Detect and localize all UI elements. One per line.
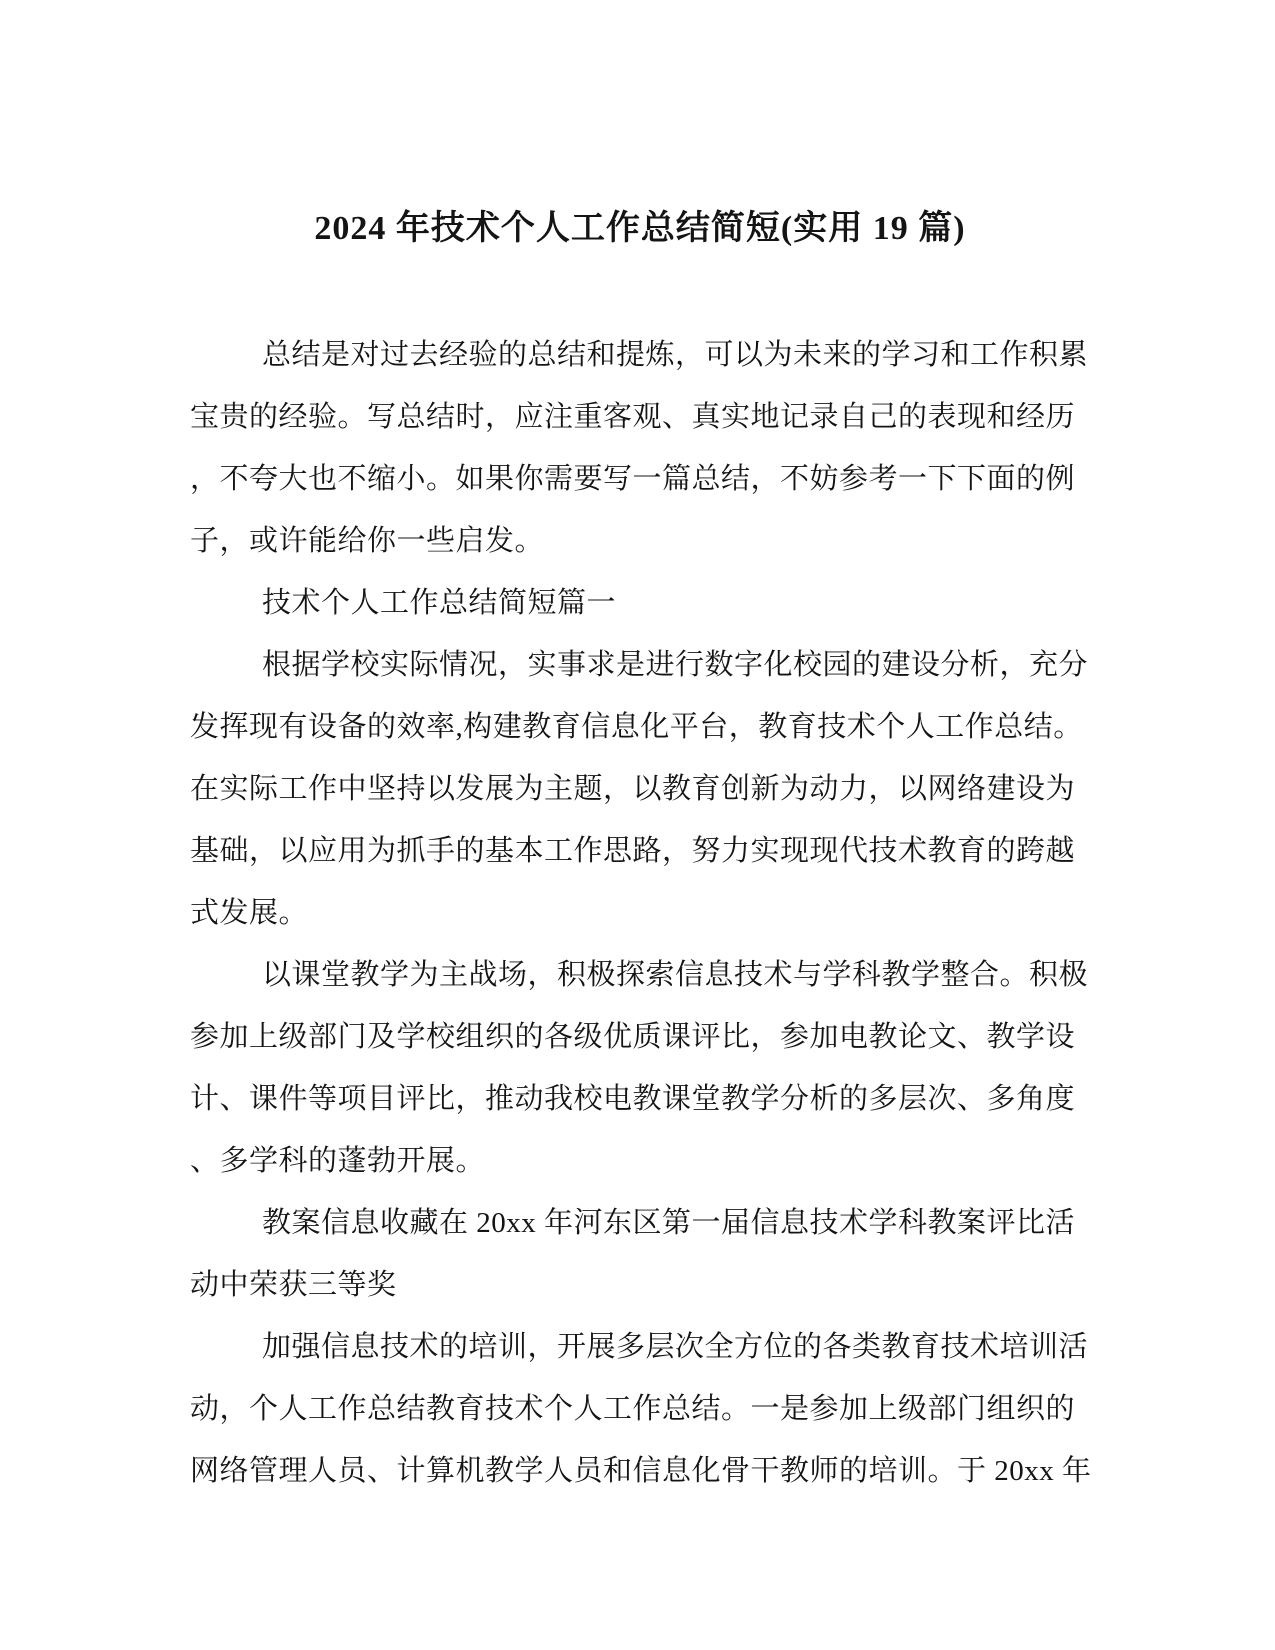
body-line: 宝贵的经验。写总结时，应注重客观、真实地记录自己的表现和经历 — [190, 401, 1076, 433]
body-line: 技术个人工作总结简短篇一 — [262, 587, 617, 619]
body-line: 发挥现有设备的效率,构建教育信息化平台，教育技术个人工作总结。 — [190, 711, 1083, 743]
body-line: 教案信息收藏在 20xx 年河东区第一届信息技术学科教案评比活 — [262, 1207, 1076, 1239]
body-line: 加强信息技术的培训，开展多层次全方位的各类教育技术培训活 — [262, 1331, 1089, 1363]
body-line: 参加上级部门及学校组织的各级优质课评比，参加电教论文、教学设 — [190, 1021, 1076, 1053]
body-line: 以课堂教学为主战场，积极探索信息技术与学科教学整合。积极 — [262, 959, 1089, 991]
body-line: 计、课件等项目评比，推动我校电教课堂教学分析的多层次、多角度 — [190, 1083, 1076, 1115]
body-line: 根据学校实际情况，实事求是进行数字化校园的建设分析，充分 — [262, 649, 1089, 681]
body-line: 网络管理人员、计算机教学人员和信息化骨干教师的培训。于 20xx 年 — [190, 1455, 1092, 1487]
document-body — [190, 324, 1090, 1502]
body-line: 在实际工作中坚持以发展为主题，以教育创新为动力，以网络建设为 — [190, 773, 1076, 805]
body-line: 子，或许能给你一些启发。 — [190, 525, 545, 557]
body-line: 式发展。 — [190, 897, 309, 929]
document-title: 2024 年技术个人工作总结简短(实用 19 篇) — [314, 210, 966, 247]
body-line: 基础，以应用为抓手的基本工作思路，努力实现现代技术教育的跨越 — [190, 835, 1076, 867]
body-line: 总结是对过去经验的总结和提炼，可以为未来的学习和工作积累 — [262, 339, 1089, 371]
body-line: ，不夸大也不缩小。如果你需要写一篇总结，不妨参考一下下面的例 — [190, 463, 1076, 495]
body-line: 动中荣获三等奖 — [190, 1269, 397, 1301]
body-line: 动，个人工作总结教育技术个人工作总结。一是参加上级部门组织的 — [190, 1393, 1076, 1425]
body-line: 、多学科的蓬勃开展。 — [190, 1145, 486, 1177]
document-content — [190, 0, 1090, 1502]
